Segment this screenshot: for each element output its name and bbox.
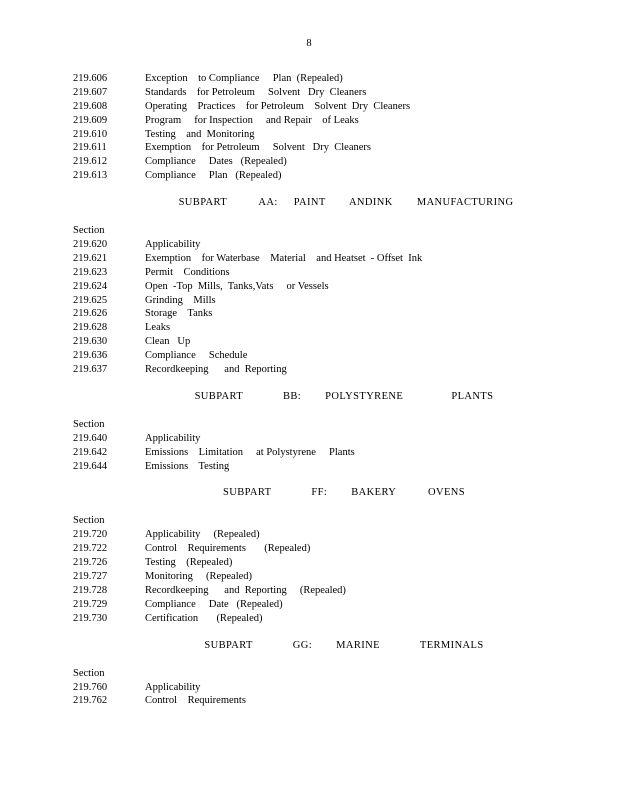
toc-row — [0, 114, 618, 128]
toc-row — [0, 556, 618, 570]
section-number: 219.608 — [73, 100, 108, 112]
section-number: 219.644 — [73, 460, 108, 472]
section-number: 219.628 — [73, 322, 108, 334]
toc-row — [0, 266, 618, 280]
section-title: Applicability — [145, 239, 201, 251]
section-number: 219.606 — [73, 73, 108, 84]
section-title: Open -Top Mills, Tanks,Vats or Vessels — [145, 280, 329, 292]
section-number: 219.642 — [73, 446, 108, 458]
toc-row — [0, 72, 618, 86]
section-number: 219.760 — [73, 681, 108, 693]
section-number: 219.729 — [73, 598, 108, 610]
section-group — [0, 626, 618, 709]
section-title: Recordkeeping and Reporting (Repealed) — [145, 584, 346, 596]
toc-row — [0, 321, 618, 335]
section-title: Applicability — [145, 432, 201, 444]
section-title: Compliance Schedule — [145, 350, 248, 362]
toc-row — [0, 542, 618, 556]
section-number: 219.726 — [73, 557, 108, 569]
section-label: Section — [73, 515, 105, 527]
section-title: Applicability (Repealed) — [145, 529, 260, 541]
section-number: 219.727 — [73, 571, 108, 583]
toc-row — [0, 307, 618, 321]
section-number: 219.728 — [73, 584, 108, 596]
toc-row — [0, 128, 618, 142]
section-title: Recordkeeping and Reporting — [145, 364, 287, 376]
section-title: Compliance Date (Repealed) — [145, 598, 283, 610]
toc-row — [0, 694, 618, 708]
section-number: 219.609 — [73, 114, 108, 126]
section-title: Control Requirements — [145, 695, 246, 707]
section-number: 219.611 — [73, 142, 107, 154]
toc-row — [0, 681, 618, 695]
toc-row — [0, 598, 618, 612]
toc-row — [0, 446, 618, 460]
section-title: Storage Tanks — [145, 308, 213, 320]
toc-row — [0, 349, 618, 363]
section-group — [0, 183, 618, 377]
section-number: 219.612 — [73, 156, 108, 168]
section-number: 219.620 — [73, 239, 108, 251]
toc-row — [0, 294, 618, 308]
section-title: Certification (Repealed) — [145, 612, 263, 624]
toc-row — [0, 155, 618, 169]
section-title: Compliance Plan (Repealed) — [145, 170, 282, 182]
section-title: Clean Up — [145, 336, 191, 348]
toc-row — [0, 528, 618, 542]
section-group — [0, 72, 618, 183]
page-number: 8 — [306, 38, 312, 49]
section-number: 219.623 — [73, 266, 108, 278]
toc-row — [0, 612, 618, 626]
section-title: Testing and Monitoring — [145, 128, 255, 140]
toc-row — [0, 238, 618, 252]
section-title: Exception to Compliance Plan (Repealed) — [145, 73, 343, 84]
toc-row — [0, 141, 618, 155]
section-number: 219.613 — [73, 170, 108, 182]
section-title: Testing (Repealed) — [145, 557, 233, 569]
section-number: 219.621 — [73, 252, 108, 264]
toc-row — [0, 100, 618, 114]
section-number: 219.630 — [73, 336, 108, 348]
table-of-contents — [0, 72, 618, 708]
section-label: Section — [73, 225, 105, 237]
section-title: Permit Conditions — [145, 266, 230, 278]
section-group — [0, 377, 618, 474]
section-number: 219.720 — [73, 529, 108, 541]
section-number: 219.636 — [73, 350, 108, 362]
subpart-heading: SUBPART FF: BAKERY OVENS — [223, 487, 465, 499]
subpart-heading: SUBPART BB: POLYSTYRENE PLANTS — [194, 390, 494, 402]
section-title: Leaks — [145, 322, 171, 334]
subpart-heading: SUBPART GG: MARINE TERMINALS — [204, 639, 484, 651]
section-number: 219.730 — [73, 612, 108, 624]
toc-row — [0, 363, 618, 377]
toc-row — [0, 432, 618, 446]
section-label: Section — [73, 667, 105, 679]
section-title: Standards for Petroleum Solvent Dry Cleaners — [145, 86, 367, 98]
section-number: 219.625 — [73, 294, 108, 306]
section-title: Exemption for Petroleum Solvent Dry Cleaners — [145, 142, 372, 154]
section-group — [0, 473, 618, 625]
section-number: 219.626 — [73, 308, 108, 320]
toc-row — [0, 584, 618, 598]
subpart-heading: SUBPART AA: PAINT ANDINK MANUFACTURING — [178, 197, 514, 209]
section-title: Monitoring (Repealed) — [145, 571, 253, 583]
toc-row — [0, 460, 618, 474]
section-title: Exemption for Waterbase Material and Heatset - Offset Ink — [145, 252, 423, 264]
section-title: Emissions Limitation at Polystyrene Plants — [145, 446, 355, 458]
section-title: Compliance Dates (Repealed) — [145, 156, 287, 168]
section-title: Grinding Mills — [145, 294, 216, 306]
toc-row — [0, 280, 618, 294]
section-number: 219.624 — [73, 280, 108, 292]
section-number: 219.610 — [73, 128, 108, 140]
toc-row — [0, 169, 618, 183]
section-title: Applicability — [145, 681, 201, 693]
section-title: Control Requirements (Repealed) — [145, 543, 311, 555]
section-number: 219.640 — [73, 432, 108, 444]
section-number: 219.637 — [73, 364, 108, 376]
section-label: Section — [73, 418, 105, 430]
section-number: 219.607 — [73, 86, 108, 98]
section-number: 219.762 — [73, 695, 108, 707]
toc-row — [0, 570, 618, 584]
section-title: Program for Inspection and Repair of Leaks — [145, 114, 359, 126]
section-title: Emissions Testing — [145, 460, 230, 472]
toc-row — [0, 252, 618, 266]
section-number: 219.722 — [73, 543, 108, 555]
toc-row — [0, 335, 618, 349]
section-title: Operating Practices for Petroleum Solvent Dry Cleaners — [145, 100, 411, 112]
toc-row — [0, 86, 618, 100]
